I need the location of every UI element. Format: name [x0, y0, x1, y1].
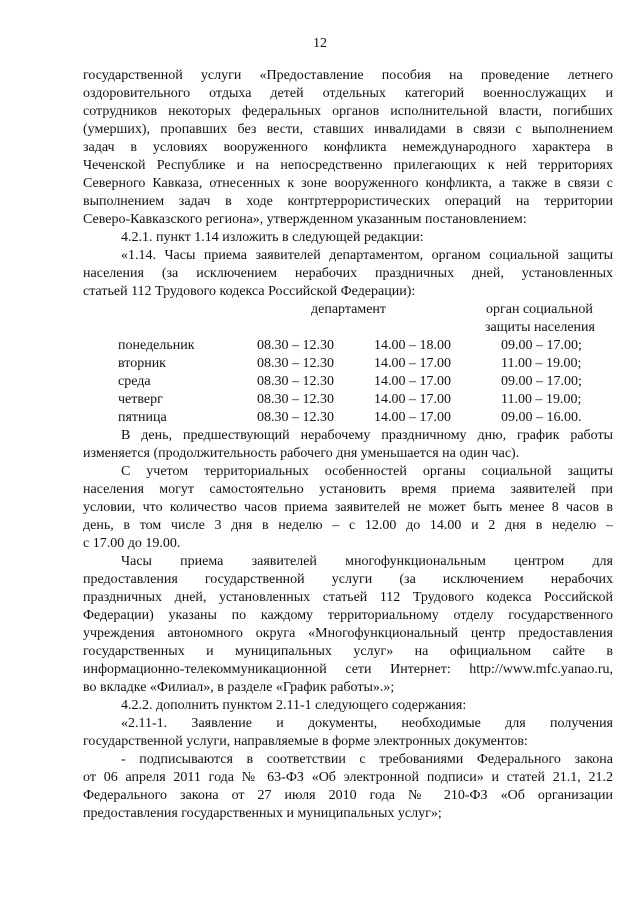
department-hours-afternoon: 14.00 – 17.00 — [374, 392, 451, 407]
text-line: информационно-телекоммуникационной сети Интернет: http://www.mfc.yanao.ru, — [83, 662, 613, 677]
text-line: населения (за исключением нерабочих праздничных дней, установленных — [83, 266, 613, 281]
social-protection-hours: 09.00 – 16.00. — [501, 410, 582, 425]
department-hours-afternoon: 14.00 – 18.00 — [374, 338, 451, 353]
paragraph-mfc-hours — [83, 553, 613, 697]
schedule-row — [83, 337, 613, 355]
text-line: предоставления государственных и муниципальных услуг»; — [83, 806, 442, 821]
document-body — [83, 67, 613, 823]
item-4-2-1: 4.2.1. пункт 1.14 изложить в следующей редакции: — [121, 230, 424, 245]
schedule-row — [83, 391, 613, 409]
text-line: Часы приема заявителей многофункциональным центром для — [121, 554, 613, 569]
day-name: понедельник — [118, 338, 195, 353]
department-hours-afternoon: 14.00 – 17.00 — [374, 356, 451, 371]
department-hours-morning: 08.30 – 12.30 — [257, 392, 334, 407]
social-protection-hours: 11.00 – 19.00; — [501, 356, 582, 371]
text-line: праздничных дней, установленных статьей 112 Трудового кодекса Российской — [83, 590, 613, 605]
department-hours-morning: 08.30 – 12.30 — [257, 410, 334, 425]
department-hours-afternoon: 14.00 – 17.00 — [374, 410, 451, 425]
text-line: С учетом территориальных особенностей органы социальной защиты — [121, 464, 613, 479]
text-line: В день, предшествующий нерабочему праздничному дню, график работы — [121, 428, 613, 443]
text-line: государственных и муниципальных услуг» на официальном сайте в — [83, 644, 613, 659]
text-line: от 06 апреля 2011 года № 63-ФЗ «Об электронной подписи» и статей 21.1, 21.2 — [83, 770, 613, 785]
item-4-2-2: 4.2.2. дополнить пунктом 2.11-1 следующего содержания: — [121, 698, 467, 713]
text-line: статьей 112 Трудового кодекса Российской Федерации): — [83, 284, 416, 299]
text-line: Северного Кавказа, отнесенных к зоне вооруженного конфликта, а также в связи с — [83, 176, 613, 191]
text-line: Северо-Кавказского региона», утвержденном указанным постановлением: — [83, 212, 527, 227]
text-line: во вкладке «Филиал», в разделе «График работы».»; — [83, 680, 395, 695]
text-line: Чеченской Республике и на непосредственно прилегающих к ней территориях — [83, 158, 613, 173]
paragraph-electronic-signature — [83, 751, 613, 823]
schedule-row — [83, 409, 613, 427]
text-line: выполнением задач в ходе контртеррористических операций на территории — [83, 194, 613, 209]
social-protection-hours: 11.00 – 19.00; — [501, 392, 582, 407]
schedule-header-row — [83, 301, 613, 319]
department-hours-morning: 08.30 – 12.30 — [257, 356, 334, 371]
text-line: - подписываются в соответствии с требованиями Федерального закона — [121, 752, 613, 767]
text-line: государственной услуги, направляемые в форме электронных документов: — [83, 734, 528, 749]
text-line: изменяется (продолжительность рабочего дня уменьшается на один час). — [83, 446, 520, 461]
text-line: «1.14. Часы приема заявителей департаментом, органом социальной защиты — [121, 248, 613, 263]
text-line: условии, что количество часов приема заявителей не может быть менее 8 часов в — [83, 500, 613, 515]
paragraph-holiday-schedule — [83, 427, 613, 463]
text-line: учреждения автономного округа «Многофункциональный центр предоставления — [83, 626, 613, 641]
header-social-protection-line2: защиты населения — [485, 320, 595, 335]
schedule-table — [83, 301, 613, 427]
paragraph-regional — [83, 463, 613, 553]
day-name: среда — [118, 374, 151, 389]
text-line: государственной услуги «Предоставление пособия на проведение летнего — [83, 68, 613, 83]
text-line: задач в условиях вооруженного конфликта немеждународного характера в — [83, 140, 613, 155]
text-line: сотрудников некоторых федеральных органов исполнительной власти, погибших — [83, 104, 613, 119]
department-hours-morning: 08.30 – 12.30 — [257, 374, 334, 389]
day-name: вторник — [118, 356, 166, 371]
social-protection-hours: 09.00 – 17.00; — [501, 338, 582, 353]
social-protection-hours: 09.00 – 17.00; — [501, 374, 582, 389]
paragraph-1-14 — [83, 247, 613, 301]
paragraph-service-title — [83, 67, 613, 229]
department-hours-afternoon: 14.00 – 17.00 — [374, 374, 451, 389]
text-line: оздоровительного отдыха детей отдельных категорий военнослужащих и — [83, 86, 613, 101]
department-hours-morning: 08.30 – 12.30 — [257, 338, 334, 353]
day-name: пятница — [118, 410, 167, 425]
text-line: с 17.00 до 19.00. — [83, 536, 181, 551]
paragraph-2-11-1 — [83, 715, 613, 751]
page-number: 12 — [313, 36, 327, 51]
header-social-protection: орган социальной — [486, 302, 593, 317]
text-line: Федерального закона от 27 июля 2010 года № 210-ФЗ «Об организации — [83, 788, 613, 803]
day-name: четверг — [118, 392, 163, 407]
schedule-header-row-2 — [83, 319, 613, 337]
text-line: Федерации) указаны по каждому территориальному отделу государственного — [83, 608, 613, 623]
schedule-row — [83, 355, 613, 373]
schedule-row — [83, 373, 613, 391]
text-line: день, в том числе 3 дня в неделю – с 12.00 до 14.00 и 2 дня в неделю – — [83, 518, 613, 533]
text-line: предоставления государственной услуги (за исключением нерабочих — [83, 572, 613, 587]
text-line: населения могут самостоятельно установить время приема заявителей при — [83, 482, 613, 497]
text-line: (умерших), пропавших без вести, ставших инвалидами в связи с выполнением — [83, 122, 613, 137]
text-line: «2.11-1. Заявление и документы, необходимые для получения — [121, 716, 613, 731]
header-department: департамент — [311, 302, 387, 317]
